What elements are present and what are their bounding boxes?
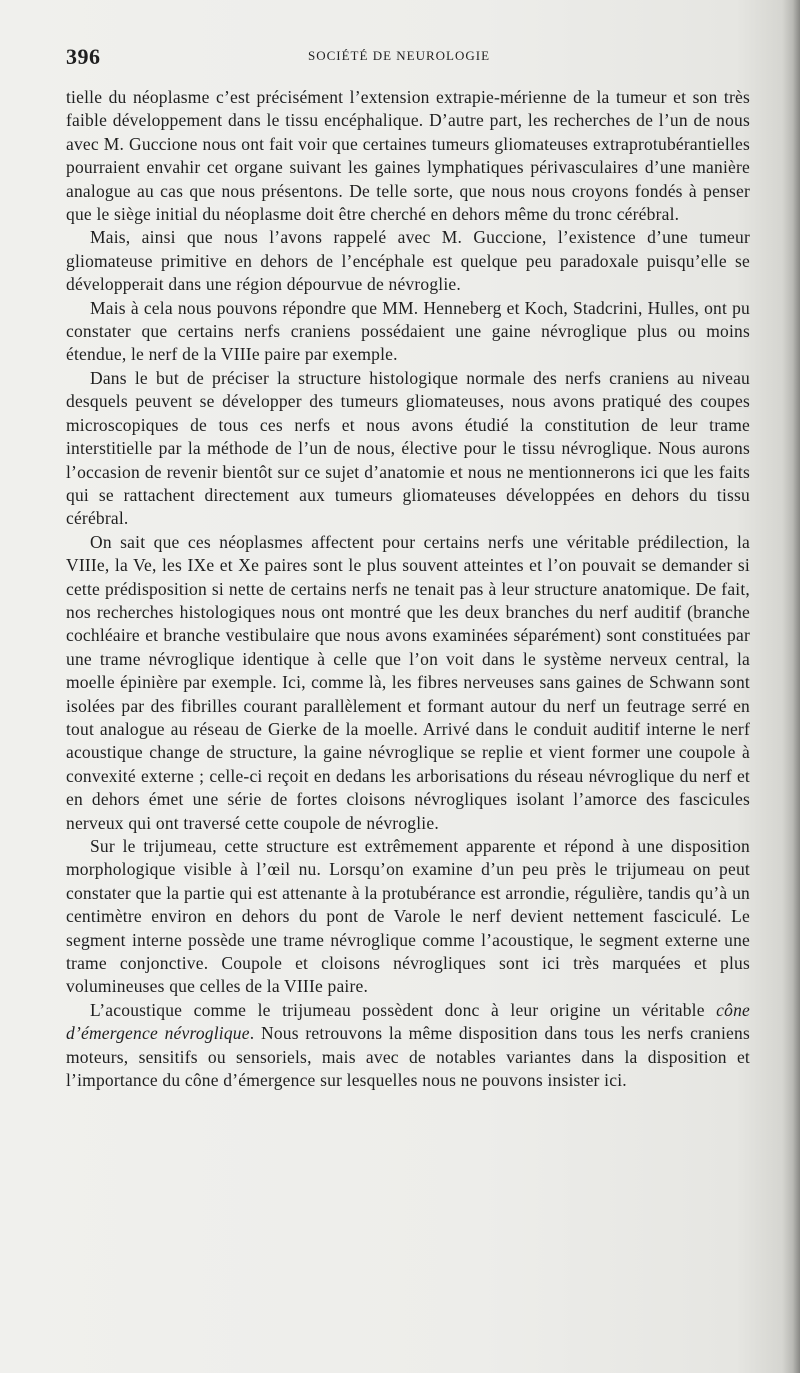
paragraph-lead-text: L’acoustique comme le trijumeau possèdent donc à leur origine un véritable (90, 999, 717, 1020)
emphasis-term: cône d’émergence névroglique (66, 999, 750, 1044)
paragraph-last (66, 999, 750, 1093)
body-text (66, 86, 750, 1092)
paragraph-continued: tielle du néoplasme c’est précisément l’extension extrapie-mérienne de la tumeur et son très faible développement dans le tissu encéphalique. D’autre part, les recherches de l’un de nous avec M. Guccione nous ont fait voir que certaines tumeurs gliomateuses extraprotubérantielles pourraient envahir cet organe suivant les gaines lymphatiques périvasculaires d’une manière analogue au cas que nous présentons. De telle sorte, que nous nous croyons fondés à penser que le siège initial du néoplasme doit être cherché en dehors même du tronc cérébral. (66, 87, 750, 225)
page-gutter-shadow (782, 0, 800, 1373)
page-number: 396 (66, 44, 101, 69)
paragraph: Mais à cela nous pouvons répondre que MM. Henneberg et Koch, Stadcrini, Hulles, ont pu constater que certains nerfs craniens possédaient une gaine névroglique plus ou moins étendue, le nerf de la VIIIe paire par exemple. (66, 297, 750, 365)
paragraph: Sur le trijumeau, cette structure est extrêmement apparente et répond à une disposition morphologique visible à l’œil nu. Lorsqu’on examine d’un peu près le trijumeau on peut constater que la partie qui est attenante à la protubérance est arrondie, régulière, tandis qu’à un centimètre environ en dehors du pont de Varole le nerf devient nettement fasciculé. Le segment interne possède une trame névroglique comme l’acoustique, le segment externe une trame conjonctive. Coupole et cloisons névrogliques sont ici très marquées et plus volumineuses que celles de la VIIIe paire. (66, 836, 750, 997)
page-header (66, 44, 756, 68)
paragraph: Mais, ainsi que nous l’avons rappelé avec M. Guccione, l’existence d’une tumeur gliomateuse primitive en dehors de l’encéphale est quelque peu paradoxale puisqu’elle se développerait dans une région dépourvue de névroglie. (66, 227, 750, 295)
running-title: SOCIÉTÉ DE NEUROLOGIE (308, 48, 491, 63)
paragraph: On sait que ces néoplasmes affectent pour certains nerfs une véritable prédilection, la VIIIe, la Ve, les IXe et Xe paires sont le plus souvent atteintes et l’on pouvait se demander si cette prédisposition si nette de certains nerfs ne tenait pas à leur structure anatomique. De fait, nos recherches histologiques nous ont montré que les deux branches du nerf auditif (branche cochléaire et branche vestibulaire que nous avons examinées séparément) sont constituées par une trame névroglique identique à celle que l’on voit dans le système nerveux central, la moelle épinière par exemple. Ici, comme là, les fibres nerveuses sans gaines de Schwann sont isolées par des fibrilles courant parallèlement et formant autour du nerf un feutrage serré en tout analogue au réseau de Gierke de la moelle. Arrivé dans le conduit auditif interne le nerf acoustique change de structure, la gaine névroglique se replie et vient former une coupole à convexité externe ; celle-ci reçoit en dedans les arborisations du réseau névroglique du nerf et en dehors émet une série de fortes cloisons névrogliques isolant l’amorce des fascicules nerveux qui ont traversé cette coupole de névroglie. (66, 531, 750, 833)
paragraph-rest-text: . Nous retrouvons la même disposition dans tous les nerfs craniens moteurs, sensitifs ou sensoriels, mais avec de notables variantes dans la disposition et l’importance du cône d’émergence sur lesquelles nous ne pouvons insister ici. (66, 1023, 750, 1091)
paragraph: Dans le but de préciser la structure histologique normale des nerfs craniens au niveau desquels peuvent se développer des tumeurs gliomateuses, nous avons pratiqué des coupes microscopiques de tous ces nerfs et nous avons étudié la constitution de leur trame interstitielle par la méthode de l’un de nous, élective pour le tissu névroglique. Nous aurons l’occasion de revenir bientôt sur ce sujet d’anatomie et nous ne mentionnerons ici que les faits qui se rattachent directement aux tumeurs gliomateuses développées en dehors du tissu cérébral. (66, 367, 750, 529)
